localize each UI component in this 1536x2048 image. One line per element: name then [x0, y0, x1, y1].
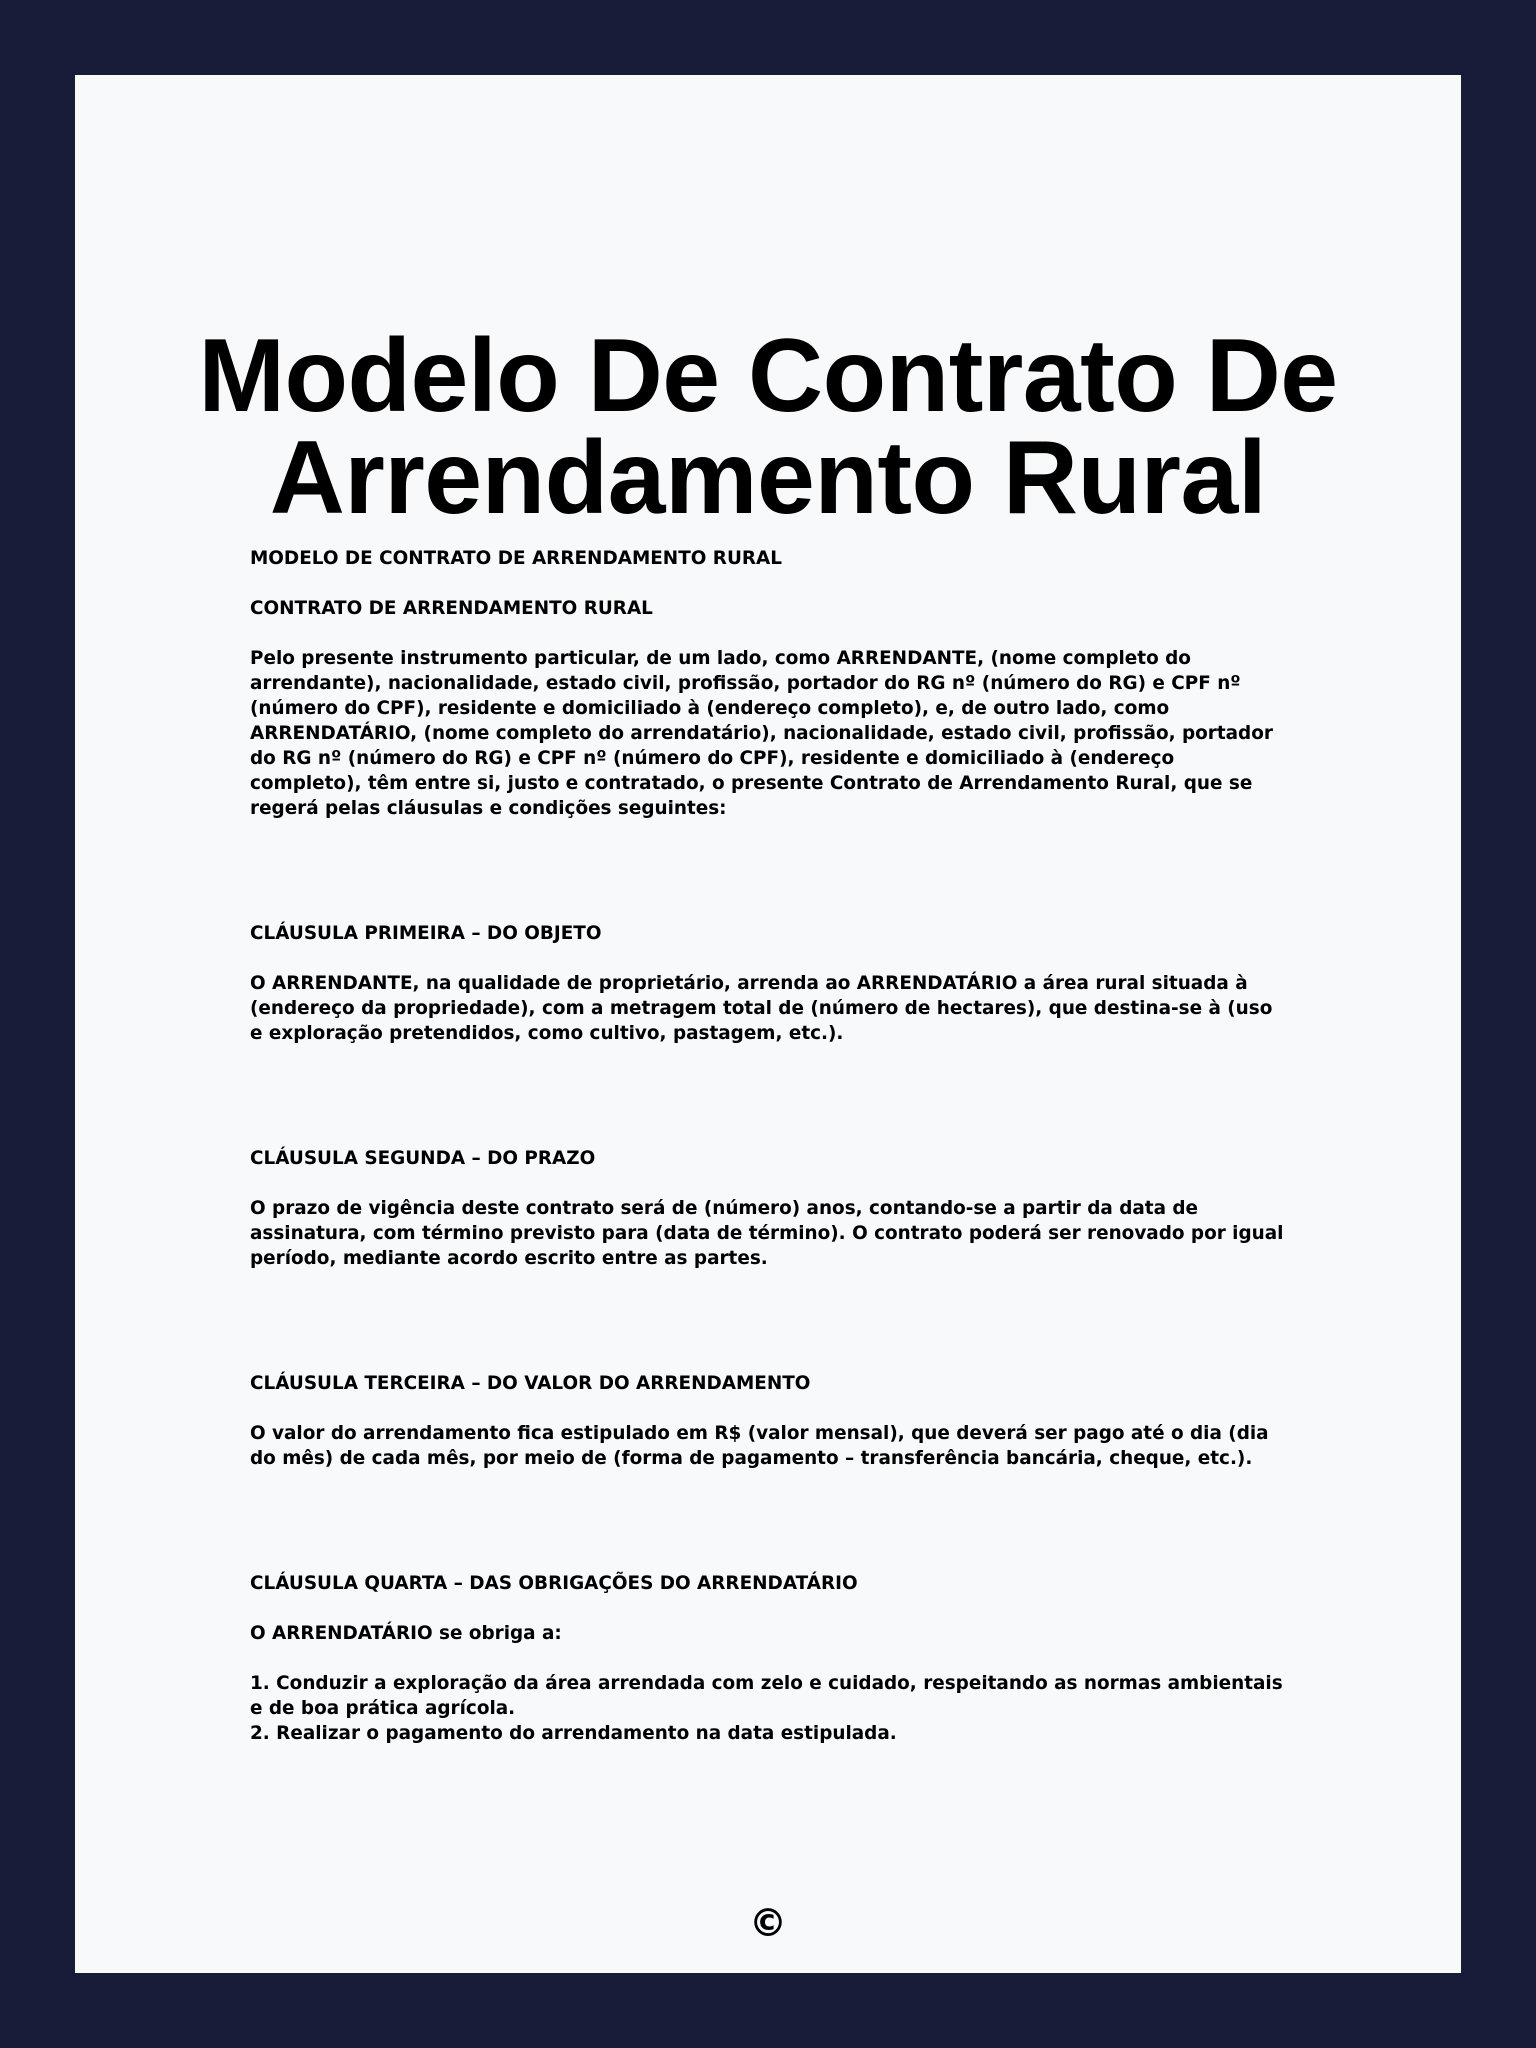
main-heading: MODELO DE CONTRATO DE ARRENDAMENTO RURAL: [250, 548, 782, 569]
contract-heading: CONTRATO DE ARRENDAMENTO RURAL: [250, 598, 653, 619]
clause-1-text: O ARRENDANTE, na qualidade de proprietário, arrenda ao ARRENDATÁRIO a área rural situada à (endereço da propriedade), com a metragem total de (número de hectares), que destina-se à (uso e exploração pretendidos, como cultivo, pastagem, etc.).: [250, 973, 1273, 1044]
document-title-line-2: Arrendamento Rural: [269, 420, 1267, 536]
clause-2-text: O prazo de vigência deste contrato será de (número) anos, contando-se a partir da data de assinatura, com término previsto para (data de término). O contrato poderá ser renovado por igual período, mediante acordo escrito entre as partes.: [250, 1198, 1284, 1269]
clause-4-heading: CLÁUSULA QUARTA – DAS OBRIGAÇÕES DO ARRENDATÁRIO: [250, 1573, 858, 1594]
clause-4-item-2: 2. Realizar o pagamento do arrendamento na data estipulada.: [250, 1723, 897, 1744]
clause-2-heading: CLÁUSULA SEGUNDA – DO PRAZO: [250, 1148, 596, 1169]
clause-4-text: O ARRENDATÁRIO se obriga a:: [250, 1623, 562, 1644]
document-body: [250, 546, 1290, 1746]
intro-paragraph: Pelo presente instrumento particular, de um lado, como ARRENDANTE, (nome completo do arrendante), nacionalidade, estado civil, profissão, portador do RG nº (número do RG) e CPF nº (número do CPF), residente e domiciliado à (endereço completo), e, de outro lado, como ARRENDATÁRIO, (nome completo do arrendatário), nacionalidade, estado civil, profissão, portador do RG nº (número do RG) e CPF nº (número do CPF), residente e domiciliado à (endereço completo), têm entre si, justo e contratado, o presente Contrato de Arrendamento Rural, que se regerá pelas cláusulas e condições seguintes:: [250, 648, 1273, 819]
copyright-icon: ©: [749, 1901, 787, 1945]
clause-4-item-1: 1. Conduzir a exploração da área arrendada com zelo e cuidado, respeitando as normas ambientais e de boa prática agrícola.: [250, 1673, 1283, 1719]
document-title-line-1: Modelo De Contrato De: [198, 318, 1338, 434]
clause-3-heading: CLÁUSULA TERCEIRA – DO VALOR DO ARRENDAMENTO: [250, 1373, 811, 1394]
document-page: [75, 75, 1461, 1973]
clause-1-heading: CLÁUSULA PRIMEIRA – DO OBJETO: [250, 923, 602, 944]
document-title: [75, 318, 1461, 536]
clause-3-text: O valor do arrendamento fica estipulado em R$ (valor mensal), que deverá ser pago até o dia (dia do mês) de cada mês, por meio de (forma de pagamento – transferência bancária, cheque, etc.).: [250, 1423, 1269, 1469]
